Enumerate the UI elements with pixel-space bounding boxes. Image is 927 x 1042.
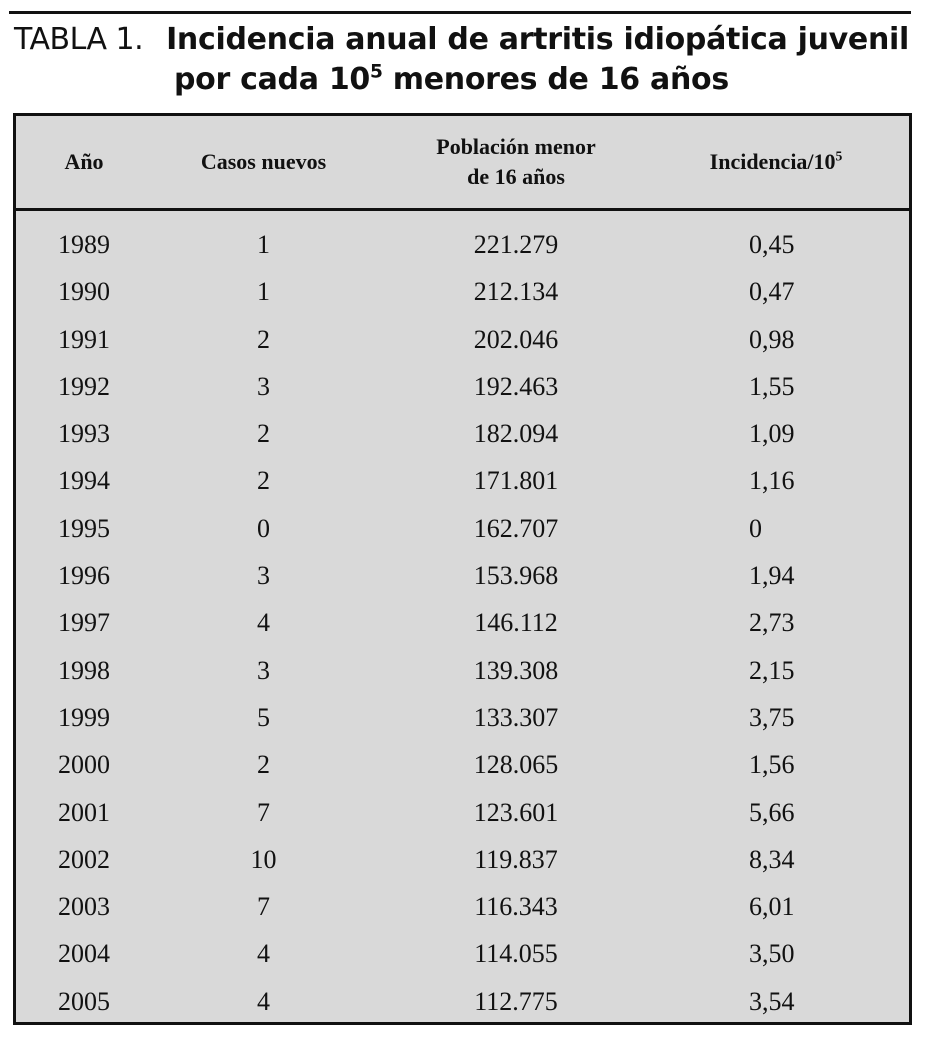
table-body [16, 221, 909, 1025]
cell-cases: 0 [257, 513, 270, 543]
cell-incidence: 1,94 [749, 561, 795, 591]
cell-year: 1994 [58, 466, 110, 496]
cell-incidence: 8,34 [749, 844, 795, 874]
title-line-2-suffix: menores de 16 años [382, 62, 729, 97]
cell-population: 146.112 [474, 608, 558, 638]
table-title-line-1: Incidencia anual de artritis idiopática juvenil [166, 22, 909, 57]
cell-incidence: 3,50 [749, 939, 795, 969]
cell-incidence: 3,75 [749, 702, 795, 732]
cell-cases: 3 [257, 371, 270, 401]
cell-incidence: 5,66 [749, 797, 795, 827]
cell-incidence: 1,56 [749, 750, 795, 780]
table-row [16, 505, 909, 552]
cell-population: 112.775 [474, 986, 558, 1016]
table-row [16, 410, 909, 457]
table-row [16, 789, 909, 836]
cell-population: 133.307 [473, 702, 559, 732]
cell-incidence: 0,47 [749, 277, 795, 307]
cell-incidence: 1,55 [749, 371, 795, 401]
cell-cases: 4 [257, 608, 270, 638]
table-row [16, 694, 909, 741]
cell-population: 139.308 [473, 655, 559, 685]
header-population-line-2: de 16 años [467, 164, 565, 189]
cell-population: 116.343 [474, 892, 558, 922]
cell-incidence: 0,98 [749, 324, 795, 354]
header-year-label: Año [64, 149, 104, 174]
cell-population: 123.601 [473, 797, 559, 827]
table-row [16, 647, 909, 694]
cell-incidence: 0,45 [749, 230, 795, 259]
table-row [16, 883, 909, 930]
cell-incidence: 3,54 [749, 986, 795, 1016]
cell-year: 1990 [58, 277, 110, 307]
cell-cases: 1 [257, 277, 270, 307]
cell-population: 162.707 [473, 513, 559, 543]
header-population-line-1: Población menor [436, 134, 596, 159]
cell-cases: 7 [257, 797, 270, 827]
cell-cases: 2 [257, 324, 270, 354]
cell-year: 1992 [58, 371, 110, 401]
cell-cases: 2 [257, 419, 270, 449]
cell-incidence: 6,01 [749, 892, 795, 922]
cell-cases: 4 [257, 986, 270, 1016]
table-row [16, 978, 909, 1025]
cell-population: 182.094 [473, 419, 559, 449]
cell-year: 1993 [58, 419, 110, 449]
cell-population: 221.279 [473, 230, 559, 259]
cell-year: 1997 [58, 608, 110, 638]
header-year [36, 116, 132, 208]
cell-incidence: 2,15 [749, 655, 795, 685]
title-line-2-prefix: por cada 10 [174, 62, 370, 97]
cell-incidence: 1,16 [749, 466, 795, 496]
table-caption [14, 22, 909, 102]
table-header [16, 116, 909, 211]
cell-population: 153.968 [473, 561, 559, 591]
cell-cases: 3 [257, 561, 270, 591]
caption-line-1 [14, 22, 909, 62]
cell-population: 212.134 [473, 277, 559, 307]
table-row [16, 268, 909, 315]
cell-year: 1996 [58, 561, 110, 591]
cell-year: 1991 [58, 324, 110, 354]
cell-incidence: 1,09 [749, 419, 795, 449]
table-row [16, 552, 909, 599]
caption-line-2 [14, 62, 909, 102]
header-incidence-prefix: Incidencia/10 [709, 149, 836, 174]
header-incidence-exponent: 5 [835, 148, 843, 164]
header-incidence-label [710, 147, 843, 177]
table-row [16, 221, 909, 268]
cell-year: 1995 [58, 513, 110, 543]
cell-cases: 1 [257, 230, 270, 259]
header-population [391, 116, 641, 208]
cell-year: 1999 [58, 702, 110, 732]
cell-incidence: 2,73 [749, 608, 795, 638]
cell-population: 202.046 [473, 324, 559, 354]
top-rule [9, 11, 911, 14]
header-cases [151, 116, 376, 208]
cell-incidence: 0 [749, 513, 762, 543]
header-cases-label: Casos nuevos [200, 149, 327, 174]
cell-population: 171.801 [473, 466, 559, 496]
cell-cases: 2 [257, 750, 270, 780]
table-row [16, 930, 909, 977]
cell-population: 128.065 [473, 750, 559, 780]
cell-population: 119.837 [474, 844, 558, 874]
cell-population: 192.463 [473, 371, 559, 401]
cell-year: 2002 [58, 844, 110, 874]
header-incidence [666, 116, 886, 208]
table-row [16, 836, 909, 883]
table-row [16, 457, 909, 504]
cell-year: 2000 [58, 750, 110, 780]
cell-year: 2004 [58, 939, 110, 969]
cell-cases: 3 [257, 655, 270, 685]
cell-year: 1989 [58, 230, 110, 259]
cell-cases: 10 [250, 844, 277, 874]
cell-year: 2005 [58, 986, 110, 1016]
table-row [16, 599, 909, 646]
table-title-line-2 [174, 62, 729, 97]
cell-population: 114.055 [474, 939, 558, 969]
title-exponent: 5 [369, 61, 383, 83]
cell-cases: 7 [257, 892, 270, 922]
table-row [16, 316, 909, 363]
cell-cases: 4 [257, 939, 270, 969]
table-row [16, 741, 909, 788]
table-row [16, 363, 909, 410]
cell-cases: 5 [257, 702, 270, 732]
data-table [13, 113, 912, 1025]
table-number-label: TABLA 1. [14, 22, 144, 57]
cell-cases: 2 [257, 466, 270, 496]
cell-year: 2003 [58, 892, 110, 922]
cell-year: 2001 [58, 797, 110, 827]
cell-year: 1998 [58, 655, 110, 685]
